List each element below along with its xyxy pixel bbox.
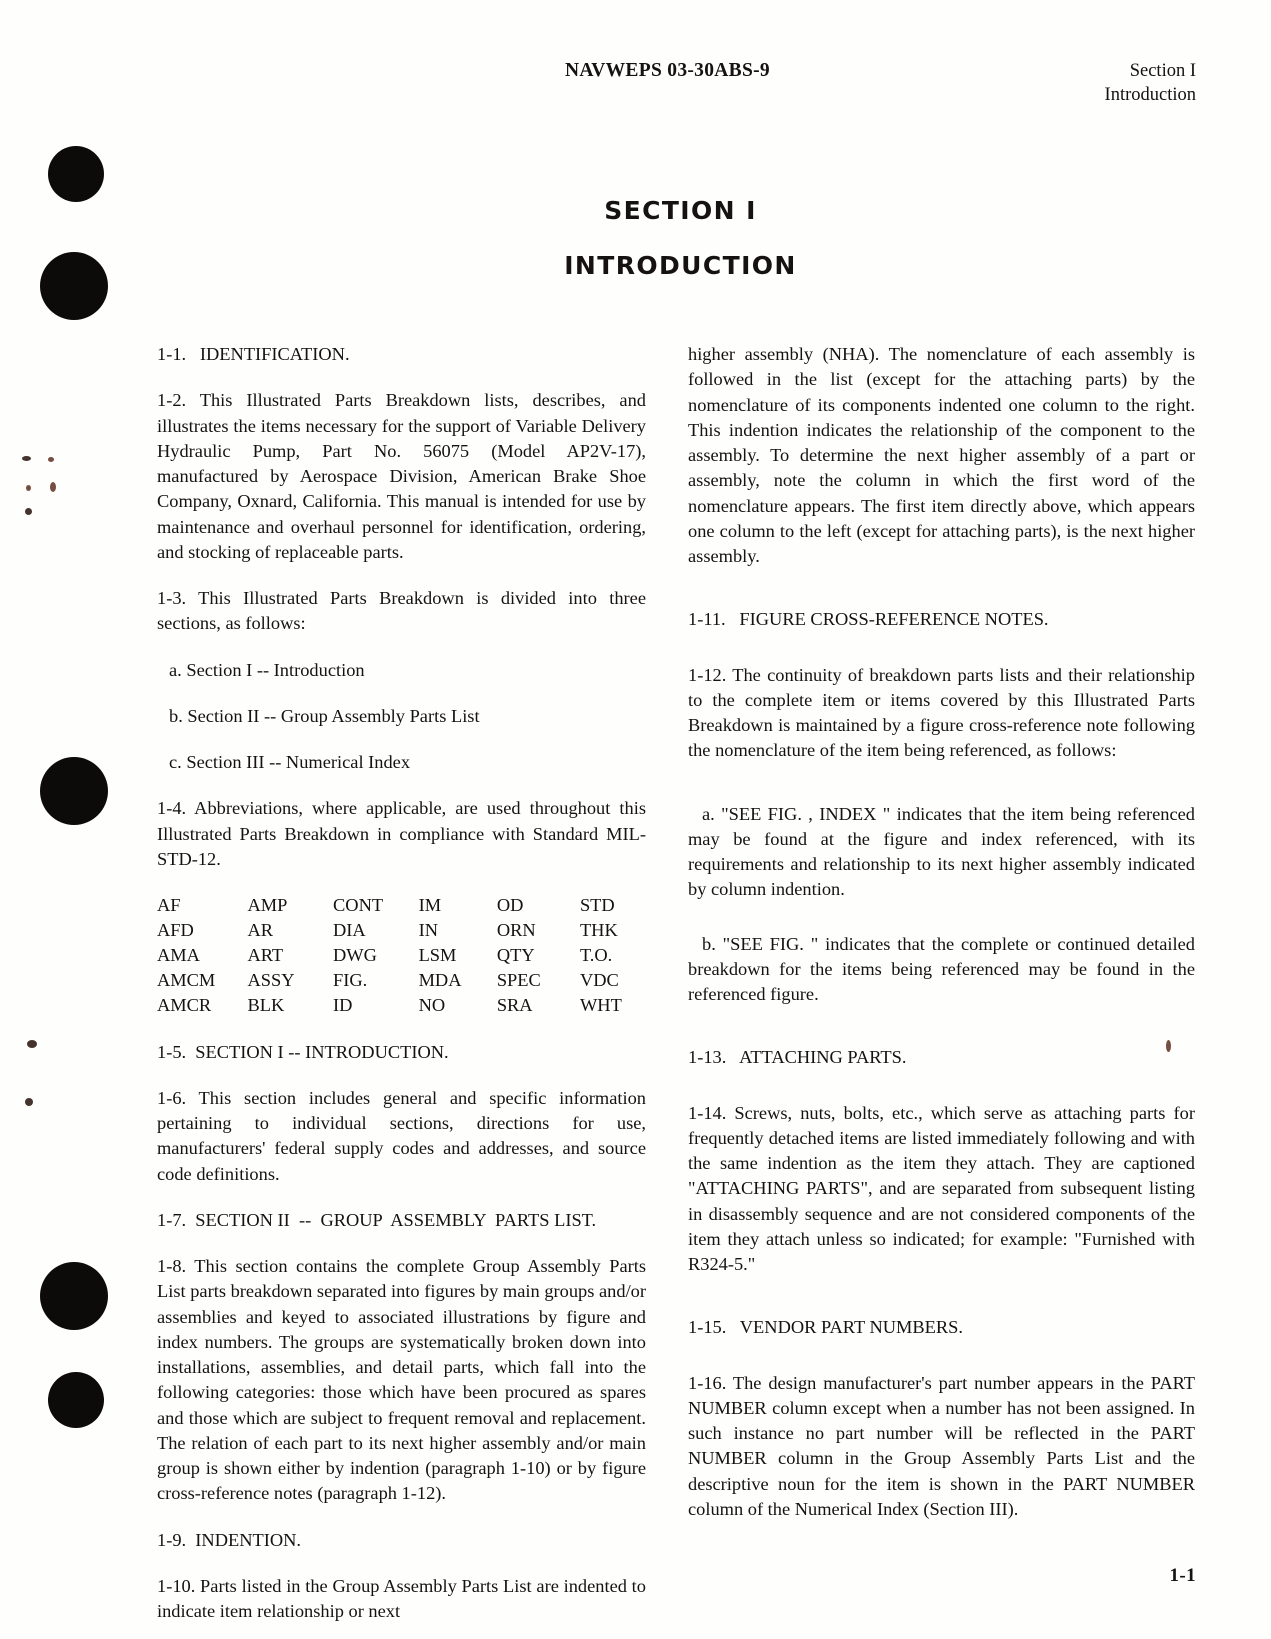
para-1-14: 1-14. Screws, nuts, bolts, etc., which serve as attaching parts for frequently detached items are listed immediately following and with the same indention as the item they attach. They are captioned "ATTACHING PARTS", and are separated from subsequent listing in disassembly sequence and are not considered components of the item they attach unless so indicated; for example: "Furnished with R324-5." bbox=[688, 1102, 1195, 1274]
scan-speck bbox=[26, 485, 31, 491]
para-1-10-continued: higher assembly (NHA). The nomenclature of each assembly is followed in the list (except for the attaching parts) by the nomenclature of its components indented one column to the right. This indention indicates the relationship of the component to the assembly. To determine the next higher assembly of a part or assembly, note the column in which the first word of the nomenclature appears. The first item directly above, which appears one column to the left (except for attaching parts), is the next higher assembly. bbox=[688, 344, 1195, 566]
page-number: 1-1 bbox=[1169, 1565, 1196, 1586]
scan-speck bbox=[27, 1040, 37, 1048]
abbrev-cell: AMA bbox=[157, 944, 200, 965]
left-column bbox=[157, 342, 646, 1624]
punch-hole-mark bbox=[48, 1372, 104, 1428]
column-spacer bbox=[688, 590, 1195, 607]
abbrev-cell: WHT bbox=[579, 994, 622, 1015]
running-head-right bbox=[1105, 60, 1196, 107]
para-1-9-heading: 1-9. INDENTION. bbox=[157, 1529, 302, 1550]
abbrev-cell: AMCR bbox=[157, 994, 212, 1015]
punch-hole-mark bbox=[48, 146, 104, 202]
column-spacer bbox=[688, 785, 1195, 802]
abbrev-cell: AFD bbox=[157, 919, 194, 940]
para-1-1-heading: 1-1. IDENTIFICATION. bbox=[157, 344, 350, 364]
introduction-heading: INTRODUCTION bbox=[564, 251, 797, 280]
section-heading: SECTION I bbox=[604, 196, 757, 225]
list-item-section-ii: b. Section II -- Group Assembly Parts List bbox=[169, 705, 480, 726]
para-1-8: 1-8. This section contains the complete Group Assembly Parts List parts breakdown separated into figures by main groups and/or assemblies and keyed to associated illustrations by figure and index numbers. The groups are systematically broken down into installations, assemblies, and detail parts, which fall into the following categories: those which have been procured as spares and those which are subject to frequent removal and replacement. The relation of each part to its next higher assembly and/or main group is shown either by indention (paragraph 1-10) or by figure cross-reference notes (paragraph 1-12). bbox=[157, 1256, 646, 1504]
abbrev-cell: ASSY bbox=[247, 969, 295, 990]
abbrev-cell: NO bbox=[418, 994, 446, 1015]
abbrev-cell: DIA bbox=[333, 919, 366, 940]
list-item-section-i: a. Section I -- Introduction bbox=[169, 659, 365, 680]
abbrev-cell: OD bbox=[496, 895, 524, 915]
table-row bbox=[157, 918, 646, 943]
column-spacer bbox=[688, 1298, 1195, 1315]
scan-speck bbox=[25, 508, 32, 515]
table-row bbox=[157, 943, 646, 968]
para-1-6: 1-6. This section includes general and specific information pertaining to individual sections, directions for use, manufacturers' federal supply codes and addresses, and source code definitions. bbox=[157, 1087, 646, 1184]
abbrev-cell: VDC bbox=[579, 969, 619, 990]
scan-speck bbox=[25, 1098, 33, 1106]
scan-speck bbox=[22, 456, 31, 461]
abbrev-cell: CONT bbox=[333, 895, 384, 915]
section-label: Section I bbox=[1129, 61, 1196, 81]
table-row bbox=[157, 893, 646, 918]
punch-hole-mark bbox=[40, 1262, 108, 1330]
abbrev-cell: SPEC bbox=[496, 969, 541, 990]
section-title-block bbox=[0, 196, 1271, 280]
abbrev-cell: FIG. bbox=[333, 969, 368, 990]
para-1-4: 1-4. Abbreviations, where applicable, are used throughout this Illustrated Parts Breakdown in compliance with Standard MIL-STD-12. bbox=[157, 798, 646, 869]
right-column bbox=[688, 342, 1195, 1522]
running-head bbox=[0, 60, 1271, 116]
abbrev-cell: IM bbox=[418, 895, 442, 915]
table-row bbox=[157, 993, 646, 1018]
para-1-2: 1-2. This Illustrated Parts Breakdown lists, describes, and illustrates the items necessary for the support of Variable Delivery Hydraulic Pump, Part No. 56075 (Model AP2V-17), manufactured by Aerospace Division, American Brake Shoe Company, Oxnard, California. This manual is intended for use by maintenance and overhaul personnel for identification, ordering, and stocking of replaceable parts. bbox=[157, 390, 646, 562]
column-spacer bbox=[688, 924, 1195, 932]
scan-speck bbox=[50, 482, 56, 492]
abbrev-cell: LSM bbox=[418, 944, 457, 965]
scan-speck bbox=[48, 457, 54, 462]
punch-hole-mark bbox=[40, 757, 108, 825]
abbreviation-table-body bbox=[157, 893, 646, 1018]
document-number: NAVWEPS 03-30ABS-9 bbox=[565, 60, 770, 81]
para-1-12: 1-12. The continuity of breakdown parts lists and their relationship to the complete item or items covered by this Illustrated Parts Breakdown is maintained by a figure cross-reference note following the nomenclature of the item being referenced, as follows: bbox=[688, 664, 1195, 761]
list-item-section-iii: c. Section III -- Numerical Index bbox=[169, 752, 411, 772]
abbrev-cell: MDA bbox=[418, 969, 462, 990]
para-1-3: 1-3. This Illustrated Parts Breakdown is divided into three sections, as follows: bbox=[157, 588, 646, 634]
abbrev-cell: STD bbox=[579, 895, 615, 915]
para-1-11-heading: 1-11. FIGURE CROSS-REFERENCE NOTES. bbox=[688, 609, 1049, 630]
abbrev-cell: ART bbox=[247, 944, 284, 965]
para-1-15-heading: 1-15. VENDOR PART NUMBERS. bbox=[688, 1317, 963, 1338]
abbrev-cell: AMP bbox=[247, 895, 288, 915]
list-item-see-fig-index: a. "SEE FIG. , INDEX " indicates that the item being referenced may be found at the figure and index referenced, with its requirements and relationship to its next higher assembly indicated by column indention. bbox=[688, 803, 1195, 900]
abbrev-cell: ID bbox=[333, 994, 353, 1015]
column-spacer bbox=[688, 1028, 1195, 1045]
abbrev-cell: QTY bbox=[496, 944, 535, 965]
abbrev-cell: T.O. bbox=[579, 944, 613, 965]
chapter-label: Introduction bbox=[1104, 84, 1196, 105]
abbrev-cell: THK bbox=[579, 919, 618, 940]
abbrev-cell: AMCM bbox=[157, 969, 216, 990]
abbrev-cell: SRA bbox=[496, 994, 533, 1015]
para-1-13-heading: 1-13. ATTACHING PARTS. bbox=[688, 1047, 907, 1068]
para-1-7-heading: 1-7. SECTION II -- GROUP ASSEMBLY PARTS LIST. bbox=[157, 1209, 597, 1230]
abbreviation-table bbox=[157, 893, 646, 1018]
abbrev-cell: DWG bbox=[333, 944, 377, 965]
list-item-see-fig: b. "SEE FIG. " indicates that the complete or continued detailed breakdown for the items being referenced may be found in the referenced figure. bbox=[688, 933, 1195, 1004]
abbrev-cell: ORN bbox=[496, 919, 536, 940]
table-row bbox=[157, 968, 646, 993]
para-1-10: 1-10. Parts listed in the Group Assembly Parts List are indented to indicate item relationship or next bbox=[157, 1575, 646, 1622]
para-1-16: 1-16. The design manufacturer's part number appears in the PART NUMBER column except when a number has not been assigned. In such instance no part number will be reflected in the PART NUMBER column in the Group Assembly Parts List and the descriptive noun for the item is shown in the PART NUMBER column of the Numerical Index (Section III). bbox=[688, 1372, 1195, 1519]
abbrev-cell: BLK bbox=[247, 994, 285, 1015]
abbrev-cell: IN bbox=[418, 919, 438, 940]
abbrev-cell: AF bbox=[157, 895, 181, 915]
para-1-5-heading: 1-5. SECTION I -- INTRODUCTION. bbox=[157, 1041, 449, 1062]
abbrev-cell: AR bbox=[247, 919, 274, 940]
